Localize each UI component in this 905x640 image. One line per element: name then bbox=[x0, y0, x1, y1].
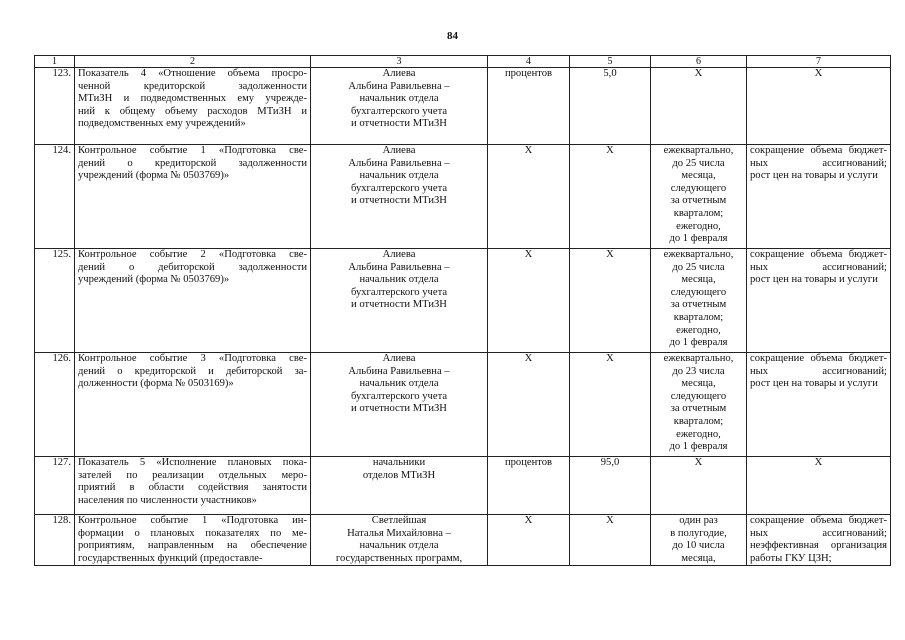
text-line: МТиЗН и подведомственных ему учрежде- bbox=[78, 93, 307, 105]
responsible-person bbox=[311, 249, 488, 353]
text-line: до 25 числа bbox=[672, 261, 725, 273]
column-number: 3 bbox=[311, 56, 488, 68]
text-line: Алиева bbox=[382, 353, 416, 364]
text-line: X bbox=[694, 457, 703, 468]
text-line: следующего bbox=[670, 390, 727, 402]
text-line: Показатель 5 «Исполнение плановых пока- bbox=[78, 457, 307, 468]
text-line: бухгалтерского учета bbox=[350, 182, 448, 194]
text-line: учреждений (форма № 0503769)» bbox=[78, 170, 230, 182]
responsible-person bbox=[311, 68, 488, 145]
text-line: месяца, bbox=[681, 552, 716, 564]
column-number: 4 bbox=[488, 56, 570, 68]
deadline bbox=[651, 353, 747, 457]
table-row bbox=[35, 145, 891, 249]
text-line: долженности (форма № 0503169)» bbox=[78, 378, 234, 390]
row-number: 128. bbox=[35, 515, 75, 566]
target-value: 95,0 bbox=[570, 457, 651, 515]
text-line: Светлейшая bbox=[371, 515, 427, 526]
text-line: Контрольное событие 1 «Подготовка ин- bbox=[78, 515, 307, 526]
text-line: начальник отдела bbox=[359, 540, 439, 552]
column-number: 6 bbox=[651, 56, 747, 68]
text-line: зателей по реализации отдельных меро- bbox=[78, 469, 307, 481]
unit-of-measure: X bbox=[488, 145, 570, 249]
column-number: 1 bbox=[35, 56, 75, 68]
text-line: подведомственных ему учреждений» bbox=[78, 118, 246, 130]
text-line: рост цен на товары и услуги bbox=[750, 378, 878, 390]
text-line: ежегодно, bbox=[676, 428, 721, 440]
row-number: 125. bbox=[35, 249, 75, 353]
target-value: X bbox=[570, 249, 651, 353]
text-line: государственных функций (предоставле- bbox=[78, 552, 263, 564]
target-value: 5,0 bbox=[570, 68, 651, 145]
deadline bbox=[651, 515, 747, 566]
text-line: Альбина Равильевна – bbox=[348, 261, 450, 273]
text-line: кварталом; bbox=[673, 415, 724, 427]
column-number: 2 bbox=[75, 56, 311, 68]
text-line: до 1 февраля bbox=[669, 233, 728, 245]
text-line: за отчетным bbox=[670, 195, 727, 207]
row-number: 124. bbox=[35, 145, 75, 249]
text-line: кварталом; bbox=[673, 207, 724, 219]
deadline bbox=[651, 68, 747, 145]
text-line: X bbox=[814, 68, 823, 79]
text-line: учреждений (форма № 0503769)» bbox=[78, 274, 230, 286]
text-line: ежегодно, bbox=[676, 220, 721, 232]
indicator-name bbox=[75, 515, 311, 566]
text-line: Контрольное событие 3 «Подготовка све- bbox=[78, 353, 307, 364]
text-line: ных ассигнований; bbox=[750, 365, 887, 377]
text-line: бухгалтерского учета bbox=[350, 286, 448, 298]
table-row bbox=[35, 353, 891, 457]
text-line: ежегодно, bbox=[676, 324, 721, 336]
text-line: Контрольное событие 1 «Подготовка све- bbox=[78, 145, 307, 156]
text-line: дений о кредиторской и дебиторской за- bbox=[78, 365, 307, 377]
text-line: до 1 февраля bbox=[669, 337, 728, 349]
table-row bbox=[35, 457, 891, 515]
text-line: в полугодие, bbox=[670, 527, 727, 539]
text-line: Альбина Равильевна – bbox=[348, 157, 450, 169]
text-line: X bbox=[814, 457, 823, 468]
text-line: Контрольное событие 2 «Подготовка све- bbox=[78, 249, 307, 260]
row-number: 123. bbox=[35, 68, 75, 145]
indicator-name bbox=[75, 249, 311, 353]
risks bbox=[747, 515, 891, 566]
text-line: приятий в области содействия занятости bbox=[78, 482, 307, 494]
text-line: Альбина Равильевна – bbox=[348, 80, 450, 92]
text-line: за отчетным bbox=[670, 403, 727, 415]
text-line: населения по численности участников» bbox=[78, 494, 257, 506]
text-line: начальник отдела bbox=[359, 274, 439, 286]
text-line: ежеквартально, bbox=[663, 249, 734, 260]
text-line: дений о дебиторской задолженности bbox=[78, 261, 307, 273]
row-number: 126. bbox=[35, 353, 75, 457]
text-line: начальник отдела bbox=[359, 378, 439, 390]
text-line: ежеквартально, bbox=[663, 353, 734, 364]
text-line: государственных программ, bbox=[335, 552, 463, 564]
table-row bbox=[35, 249, 891, 353]
text-line: начальники bbox=[372, 457, 426, 468]
text-line: начальник отдела bbox=[359, 170, 439, 182]
text-line: сокращение объема бюджет- bbox=[750, 353, 887, 364]
risks bbox=[747, 145, 891, 249]
responsible-person bbox=[311, 515, 488, 566]
text-line: сокращение объема бюджет- bbox=[750, 145, 887, 156]
text-line: и отчетности МТиЗН bbox=[351, 299, 447, 311]
unit-of-measure: X bbox=[488, 515, 570, 566]
deadline bbox=[651, 145, 747, 249]
text-line: кварталом; bbox=[673, 311, 724, 323]
deadline bbox=[651, 249, 747, 353]
text-line: формации о плановых показателях по ме- bbox=[78, 527, 307, 539]
text-line: ежеквартально, bbox=[663, 145, 734, 156]
text-line: X bbox=[694, 68, 703, 79]
text-line: следующего bbox=[670, 286, 727, 298]
responsible-person bbox=[311, 353, 488, 457]
text-line: до 25 числа bbox=[672, 157, 725, 169]
text-line: и отчетности МТиЗН bbox=[351, 118, 447, 130]
target-value: X bbox=[570, 353, 651, 457]
text-line: работы ГКУ ЦЗН; bbox=[750, 552, 832, 564]
text-line: сокращение объема бюджет- bbox=[750, 249, 887, 260]
target-value: X bbox=[570, 145, 651, 249]
text-line: Алиева bbox=[382, 249, 416, 260]
text-line: месяца, bbox=[681, 274, 716, 286]
text-line: один раз bbox=[679, 515, 718, 526]
unit-of-measure: процентов bbox=[488, 68, 570, 145]
indicator-name bbox=[75, 353, 311, 457]
text-line: дений о кредиторской задолженности bbox=[78, 157, 307, 169]
text-line: отделов МТиЗН bbox=[362, 469, 436, 481]
control-events-table bbox=[34, 55, 891, 566]
unit-of-measure: X bbox=[488, 353, 570, 457]
text-line: до 1 февраля bbox=[669, 441, 728, 453]
table-row bbox=[35, 515, 891, 566]
text-line: Наталья Михайловна – bbox=[347, 527, 451, 539]
text-line: сокращение объема бюджет- bbox=[750, 515, 887, 526]
text-line: Альбина Равильевна – bbox=[348, 365, 450, 377]
column-number: 7 bbox=[747, 56, 891, 68]
column-numbers-row bbox=[35, 56, 891, 68]
indicator-name bbox=[75, 457, 311, 515]
risks bbox=[747, 353, 891, 457]
text-line: и отчетности МТиЗН bbox=[351, 403, 447, 415]
text-line: рост цен на товары и услуги bbox=[750, 170, 878, 182]
text-line: за отчетным bbox=[670, 299, 727, 311]
text-line: до 10 числа bbox=[672, 540, 725, 552]
risks bbox=[747, 68, 891, 145]
deadline bbox=[651, 457, 747, 515]
column-number: 5 bbox=[570, 56, 651, 68]
text-line: месяца, bbox=[681, 378, 716, 390]
text-line: до 23 числа bbox=[672, 365, 725, 377]
text-line: роприятиям, направленным на обеспечение bbox=[78, 540, 307, 552]
text-line: ченной кредиторской задолженности bbox=[78, 80, 307, 92]
text-line: ных ассигнований; bbox=[750, 527, 887, 539]
risks bbox=[747, 457, 891, 515]
responsible-person bbox=[311, 145, 488, 249]
text-line: неэффективная организация bbox=[750, 540, 887, 552]
unit-of-measure: процентов bbox=[488, 457, 570, 515]
table-row bbox=[35, 68, 891, 145]
row-number: 127. bbox=[35, 457, 75, 515]
responsible-person bbox=[311, 457, 488, 515]
text-line: начальник отдела bbox=[359, 93, 439, 105]
page-number: 84 bbox=[447, 30, 458, 42]
text-line: бухгалтерского учета bbox=[350, 390, 448, 402]
text-line: месяца, bbox=[681, 170, 716, 182]
target-value: X bbox=[570, 515, 651, 566]
unit-of-measure: X bbox=[488, 249, 570, 353]
risks bbox=[747, 249, 891, 353]
indicator-name bbox=[75, 145, 311, 249]
indicator-name bbox=[75, 68, 311, 145]
text-line: следующего bbox=[670, 182, 727, 194]
text-line: рост цен на товары и услуги bbox=[750, 274, 878, 286]
text-line: ных ассигнований; bbox=[750, 261, 887, 273]
text-line: Алиева bbox=[382, 145, 416, 156]
text-line: бухгалтерского учета bbox=[350, 105, 448, 117]
text-line: Алиева bbox=[382, 68, 416, 79]
text-line: ных ассигнований; bbox=[750, 157, 887, 169]
text-line: ний к общему объему расходов МТиЗН и bbox=[78, 105, 307, 117]
text-line: и отчетности МТиЗН bbox=[351, 195, 447, 207]
text-line: Показатель 4 «Отношение объема просро- bbox=[78, 68, 307, 79]
